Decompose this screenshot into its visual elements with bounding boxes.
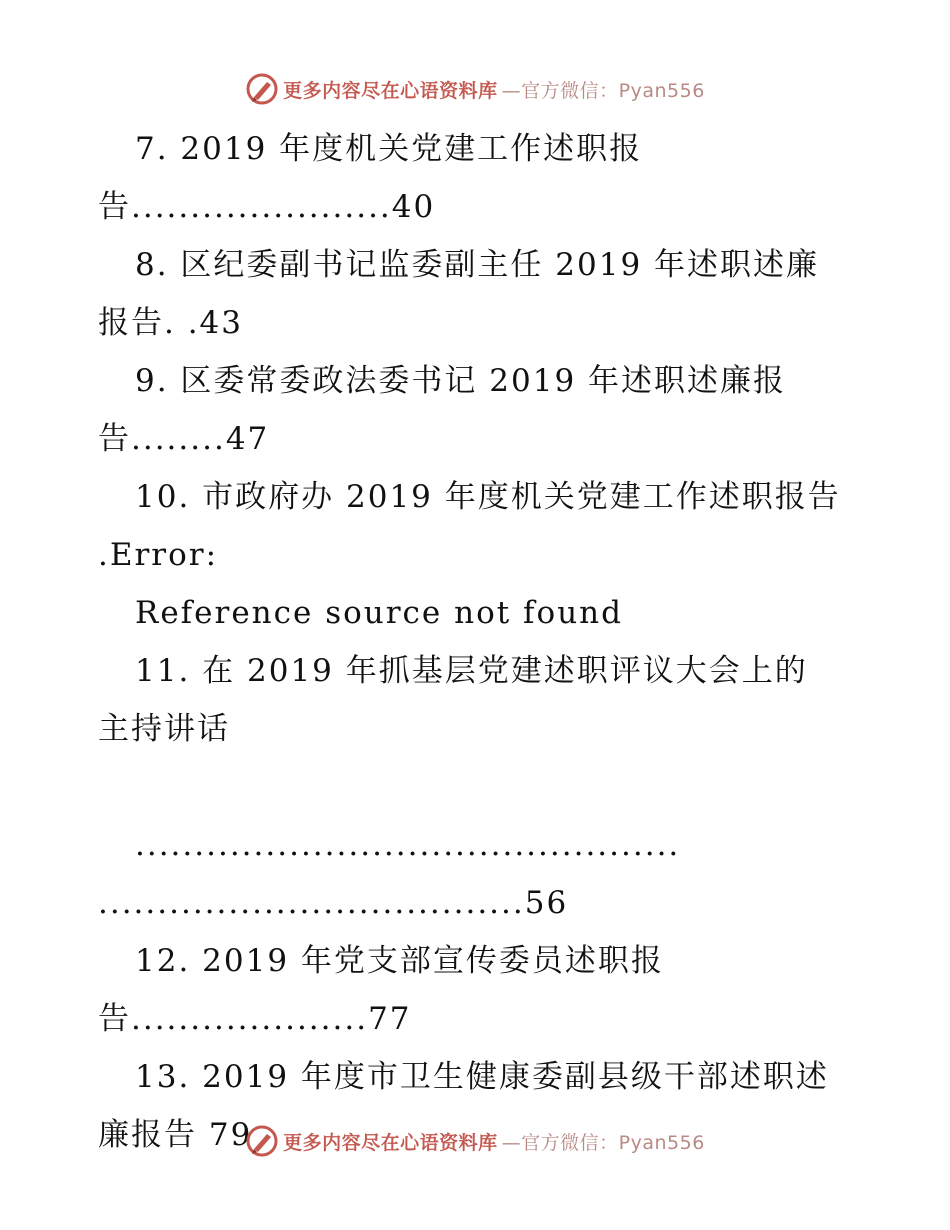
toc-entry-13-cont: 廉报告 79 <box>98 1117 253 1153</box>
watermark-primary-text: 更多内容尽在心语资料库 <box>283 1131 498 1154</box>
pen-logo-icon <box>245 1124 279 1158</box>
pen-logo-icon <box>245 72 279 106</box>
toc-entry-11-cont: 主持讲话 <box>98 711 230 747</box>
toc-entry-13: 13. 2019 年度市卫生健康委副县级干部述职述 <box>135 1059 829 1095</box>
toc-entry-10-error: Reference source not found <box>135 595 623 631</box>
toc-entry-9: 9. 区委常委政法委书记 2019 年述职述廉报 <box>135 363 787 399</box>
watermark-secondary-text: —官方微信：Pyan556 <box>501 79 705 102</box>
toc-entry-8-cont: 报告. .43 <box>98 305 244 341</box>
toc-entry-9-cont: 告........47 <box>98 421 270 457</box>
toc-entry-7: 7. 2019 年度机关党建工作述职报 <box>135 131 643 167</box>
blank-line <box>98 758 858 816</box>
toc-entry-11-page: ....................................56 <box>98 885 569 921</box>
toc-entry-7-cont: 告......................40 <box>98 189 436 225</box>
header-watermark <box>0 72 950 106</box>
toc-entry-10: 10. 市政府办 2019 年度机关党建工作述职报告 <box>135 479 841 515</box>
toc-entry-12: 12. 2019 年党支部宣传委员述职报 <box>135 943 664 979</box>
footer-watermark <box>0 1124 950 1158</box>
watermark-secondary-text: —官方微信：Pyan556 <box>501 1131 705 1154</box>
toc-entry-12-cont: 告....................77 <box>98 1001 412 1037</box>
watermark-primary-text: 更多内容尽在心语资料库 <box>283 79 498 102</box>
toc-entry-8: 8. 区纪委副书记监委副主任 2019 年述职述廉 <box>135 247 820 283</box>
toc-entry-11-leader: .............................................. <box>135 827 681 863</box>
toc-body <box>98 120 858 1164</box>
toc-entry-10-cont: .Error: <box>98 537 219 573</box>
toc-entry-11: 11. 在 2019 年抓基层党建述职评议大会上的 <box>135 653 808 689</box>
